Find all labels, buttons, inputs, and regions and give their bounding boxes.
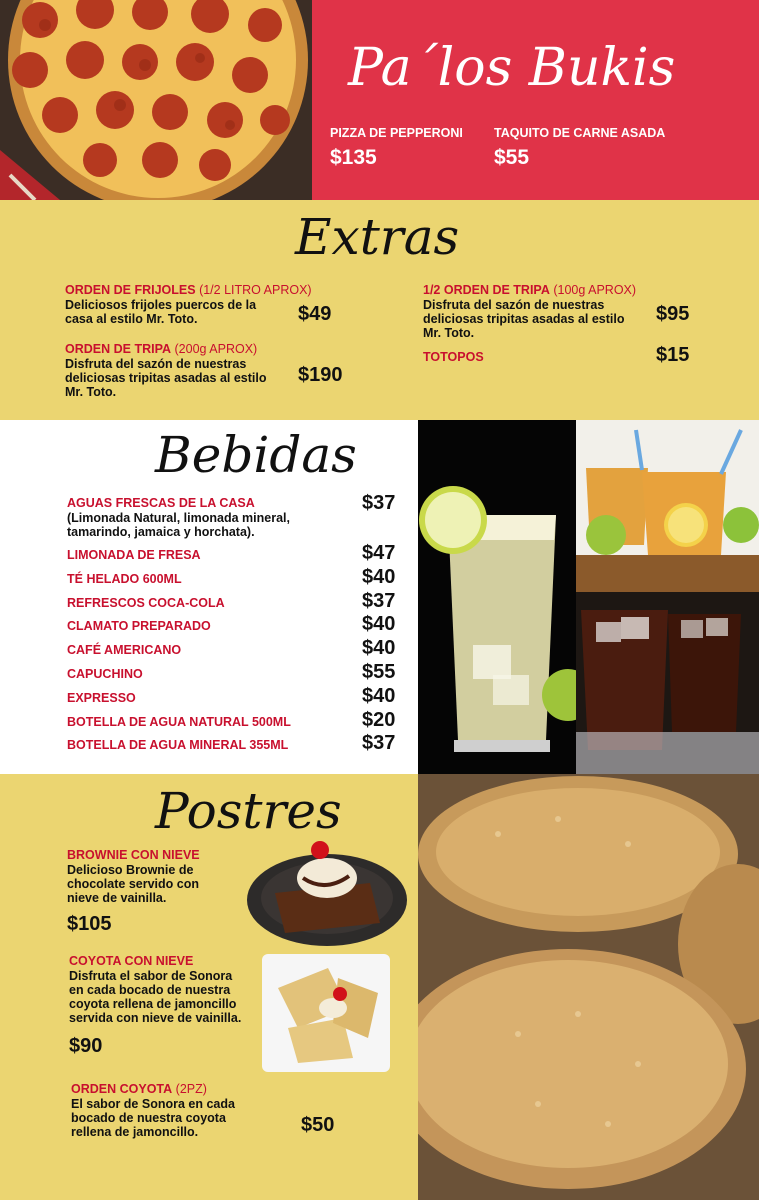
item-name: REFRESCOS COCA-COLA [67, 595, 225, 610]
coyota-dessert-photo [258, 948, 393, 1081]
item-name: TOTOPOS [423, 350, 484, 364]
menu-item [67, 684, 407, 713]
item-price: $190 [298, 364, 343, 386]
item-name: EXPRESSO [67, 690, 136, 705]
item-price: $49 [298, 303, 332, 325]
section-title: Bebidas [155, 426, 357, 484]
menu-item [67, 848, 247, 936]
menu-item [67, 589, 407, 618]
menu-item [67, 732, 407, 760]
menu-item [67, 542, 407, 570]
item-price: $40 [362, 684, 396, 707]
item-note: (200g APROX) [174, 342, 258, 356]
item-name: ORDEN DE TRIPA [65, 342, 172, 356]
item-name: CAPUCHINO [67, 666, 143, 681]
item-name: ORDEN DE FRIJOLES [65, 283, 196, 297]
item-description: Deliciosos frijoles puercos de la casa al estilo Mr. Toto. [65, 298, 257, 326]
menu-item [65, 283, 365, 326]
menu-item [67, 637, 407, 665]
menu-item [67, 565, 407, 594]
item-price: $55 [494, 146, 530, 169]
item-price: $95 [656, 303, 690, 325]
lemonade-photo [418, 420, 576, 774]
item-name: BOTELLA DE AGUA MINERAL 355ML [67, 738, 289, 753]
pizza-photo [0, 0, 312, 200]
item-price: $15 [656, 344, 690, 366]
item-name: TAQUITO DE CARNE ASADA [494, 126, 666, 140]
item-name: ORDEN COYOTA [71, 1082, 173, 1096]
menu-item [494, 126, 724, 170]
item-price: $105 [67, 913, 112, 935]
item-price: $47 [362, 542, 396, 564]
header-panel [312, 0, 759, 200]
item-name: BOTELLA DE AGUA NATURAL 500ML [67, 714, 291, 729]
item-name: 1/2 ORDEN DE TRIPA [423, 283, 550, 297]
iced-tea-photo [576, 420, 759, 592]
section-title: Extras [295, 208, 460, 266]
item-name: TÉ HELADO 600ML [67, 571, 182, 586]
menu-item [71, 1082, 371, 1139]
brownie-photo [245, 838, 410, 955]
menu-item [67, 660, 407, 689]
item-description: Disfruta del sazón de nuestras deliciosas tripitas asadas al estilo Mr. Toto. [423, 298, 625, 340]
extras-section [0, 200, 759, 420]
item-note: (1/2 LITRO APROX) [199, 283, 312, 297]
drinks-list [67, 542, 407, 760]
bebidas-section [0, 420, 418, 774]
coyotas-photo [418, 774, 759, 1200]
item-description: (Limonada Natural, limonada mineral, tamarindo, jamaica y horchata). [67, 511, 290, 539]
item-price: $55 [362, 660, 396, 683]
item-price: $135 [330, 146, 377, 169]
menu-item [330, 126, 490, 170]
item-name: COYOTA CON NIEVE [69, 954, 194, 968]
item-price: $40 [362, 565, 396, 588]
item-name: LIMONADA DE FRESA [67, 548, 201, 562]
item-price: $37 [362, 492, 396, 514]
menu-item [65, 342, 365, 399]
item-price: $37 [362, 589, 396, 612]
item-price: $20 [362, 708, 396, 731]
menu-section-title: Pa´los Bukis [348, 38, 676, 98]
item-price: $40 [362, 613, 396, 636]
item-description: Delicioso Brownie de chocolate servido con nieve de vainilla. [67, 863, 199, 905]
cola-photo [576, 592, 759, 774]
item-price: $40 [362, 637, 396, 660]
item-price: $90 [69, 1035, 103, 1057]
menu-item [67, 492, 407, 539]
menu-item [423, 283, 723, 340]
menu-item [423, 344, 723, 366]
item-description: El sabor de Sonora en cada bocado de nuestra coyota rellena de jamoncillo. [71, 1097, 235, 1139]
item-name: CLAMATO PREPARADO [67, 619, 211, 634]
menu-item [67, 708, 407, 737]
item-name: AGUAS FRESCAS DE LA CASA [67, 496, 255, 510]
item-name: CAFÉ AMERICANO [67, 643, 182, 658]
item-description: Disfruta del sazón de nuestras deliciosas tripitas asadas al estilo Mr. Toto. [65, 357, 267, 399]
postres-section [0, 774, 418, 1200]
item-price: $37 [362, 732, 396, 755]
item-price: $50 [301, 1114, 335, 1136]
item-note: (100g APROX) [553, 283, 637, 297]
item-name: PIZZA DE PEPPERONI [330, 126, 463, 140]
item-note: (2PZ) [175, 1082, 207, 1096]
item-name: BROWNIE CON NIEVE [67, 848, 200, 862]
menu-item [67, 613, 407, 641]
item-description: Disfruta el sabor de Sonora en cada bocado de nuestra coyota rellena de jamoncillo servida con nieve de vainilla. [69, 969, 242, 1025]
menu-item [69, 954, 249, 1058]
section-title: Postres [155, 782, 342, 840]
